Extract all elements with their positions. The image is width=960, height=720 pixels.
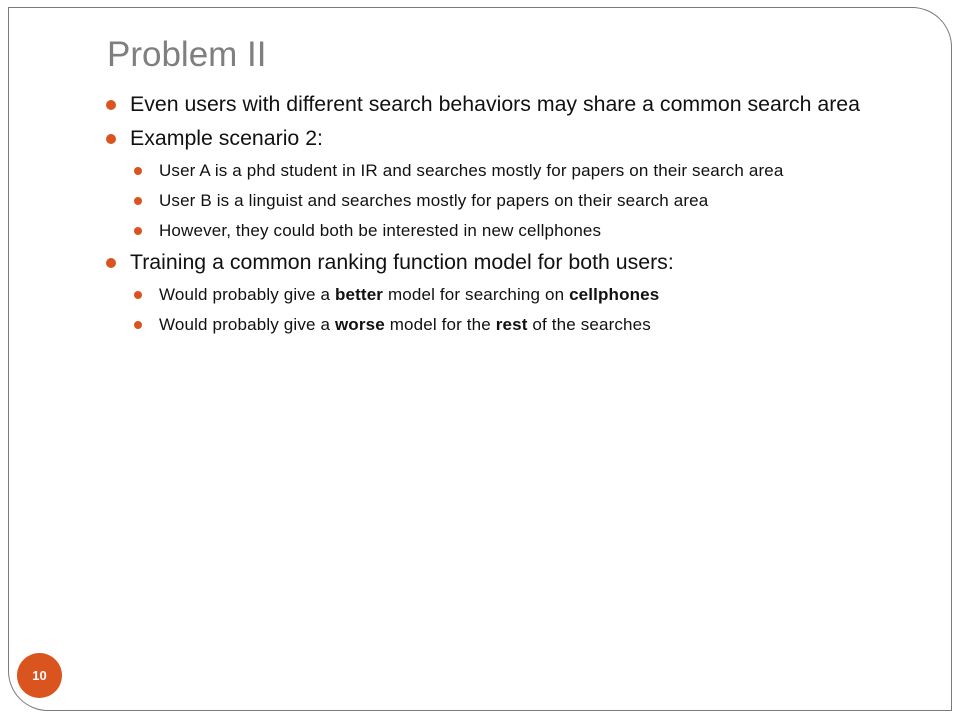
bold-text-run: rest xyxy=(495,315,528,334)
bullet-dot-icon xyxy=(106,134,116,144)
sub-bullet-item xyxy=(130,285,911,304)
sub-bullet-dot-icon xyxy=(134,321,142,329)
sub-bullet-text: User B is a linguist and searches mostly for papers on their search area xyxy=(159,191,709,210)
bullet-item xyxy=(101,251,911,334)
sub-bullet-item xyxy=(130,315,911,334)
text-run: model for the xyxy=(384,315,496,334)
bullet-list xyxy=(101,93,911,345)
sub-bullet-dot-icon xyxy=(134,197,142,205)
sub-bullet-text xyxy=(159,315,651,334)
bullet-item xyxy=(101,127,911,240)
bullet-dot-icon xyxy=(106,258,116,268)
sub-bullet-text: User A is a phd student in IR and searches mostly for papers on their search area xyxy=(159,161,784,180)
slide-title: Problem II xyxy=(107,35,267,74)
bullet-dot-icon xyxy=(106,100,116,110)
text-run: of the searches xyxy=(527,315,651,334)
bold-text-run: better xyxy=(334,285,384,304)
sub-bullet-list xyxy=(130,161,911,240)
sub-bullet-dot-icon xyxy=(134,167,142,175)
sub-bullet-list xyxy=(130,285,911,334)
sub-bullet-text xyxy=(159,285,659,304)
bullet-text: Training a common ranking function model for both users: xyxy=(130,250,674,274)
bullet-item xyxy=(101,93,911,116)
sub-bullet-item xyxy=(130,221,911,240)
sub-bullet-item xyxy=(130,161,911,180)
sub-bullet-dot-icon xyxy=(134,227,142,235)
sub-bullet-item xyxy=(130,191,911,210)
slide-number-badge: 10 xyxy=(17,653,62,698)
text-run: model for searching on xyxy=(383,285,570,304)
sub-bullet-text: However, they could both be interested in new cellphones xyxy=(159,221,602,240)
bold-text-run: worse xyxy=(334,315,385,334)
bullet-text: Example scenario 2: xyxy=(130,126,323,150)
bullet-text: Even users with different search behaviors may share a common search area xyxy=(130,92,860,116)
text-run: Would probably give a xyxy=(159,285,335,304)
text-run: Would probably give a xyxy=(159,315,335,334)
bold-text-run: cellphones xyxy=(569,285,660,304)
sub-bullet-dot-icon xyxy=(134,291,142,299)
